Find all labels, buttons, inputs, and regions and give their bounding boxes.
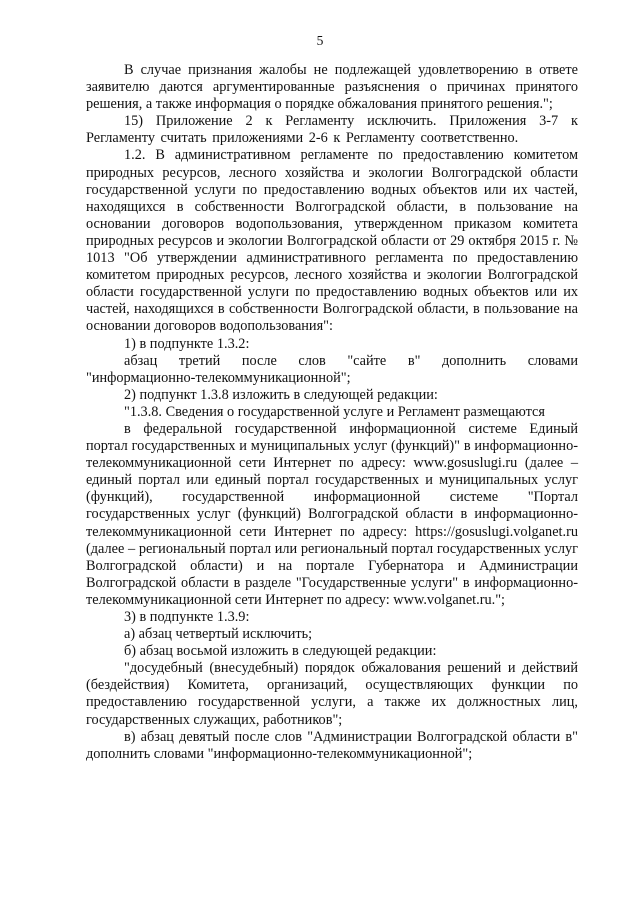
paragraph-pretrial-appeal: "досудебный (внесудебный) порядок обжалования решений и действий (бездействия) Комитета, организаций, осуществляющих функции по предоставлению государственной услуги, а также их должностных лиц, государственных служащих, работников";: [86, 660, 578, 728]
paragraph-abzats-third: абзац третий после слов "сайте в" дополнить словами "информационно-телекоммуникационной";: [86, 352, 578, 386]
document-body: [86, 62, 578, 763]
paragraph-item-15: 15) Приложение 2 к Регламенту исключить. Приложения 3-7 к Регламенту считать приложениями 2-6 к Регламенту соответственно.: [86, 113, 578, 147]
paragraph-item-1: 1) в подпункте 1.3.2:: [124, 335, 250, 352]
paragraph-1-3-8-body: в федеральной государственной информационной системе Единый портал государственных и муниципальных услуг (функций)" в информационно-телекоммуникационной сети Интернет по адресу: www.gosuslugi.ru (далее – единый портал или единый портал государственных и муниципальных услуг (функций), государственной информационной системе "Портал государственных услуг (функций) Волгоградской области в информационно-телекоммуникационной сети Интернет по адресу: https://gosuslugi.volganet.ru (далее – региональный портал или региональный портал государственных услуг Волгоградской области) и на портале Губернатора и Администрации Волгоградской области в разделе "Государственные услуги" в информационно-телекоммуникационной сети Интернет по адресу: www.volganet.ru.";: [86, 420, 578, 608]
paragraph-item-3: 3) в подпункте 1.3.9:: [124, 609, 250, 625]
paragraph-section-1-2: 1.2. В административном регламенте по предоставлению комитетом природных ресурсов, лесного хозяйства и экологии Волгоградской области государственной услуги по предоставлению водных объектов или их частей, находящихся в собственности Волгоградской области, в пользование на основании договоров водопользования, утвержденном приказом комитета природных ресурсов и экологии Волгоградской области от 29 октября 2015 г. № 1013 "Об утверждении административного регламента по предоставлению комитетом природных ресурсов, лесного хозяйства и экологии Волгоградской области государственной услуги по предоставлению водных объектов или их частей, находящихся в собственности Волгоградской области, в пользование на основании договоров водопользования":: [86, 147, 578, 335]
paragraph-item-3a: а) абзац четвертый исключить;: [124, 626, 313, 643]
paragraph-item-3b: б) абзац восьмой изложить в следующей редакции:: [124, 643, 437, 660]
page-number: 5: [316, 33, 324, 48]
paragraph-complaint-rejection: В случае признания жалобы не подлежащей удовлетворению в ответе заявителю даются аргументированные разъяснения о причинах принятого решения, а также информация о порядке обжалования принятого решения.";: [86, 62, 578, 113]
paragraph-item-3v: в) абзац девятый после слов "Администрации Волгоградской области в" дополнить словами "информационно-телекоммуникационной";: [86, 728, 578, 762]
paragraph-1-3-8-heading: "1.3.8. Сведения о государственной услуге и Регламент размещаются: [124, 403, 545, 420]
paragraph-item-2: 2) подпункт 1.3.8 изложить в следующей редакции:: [124, 386, 438, 403]
